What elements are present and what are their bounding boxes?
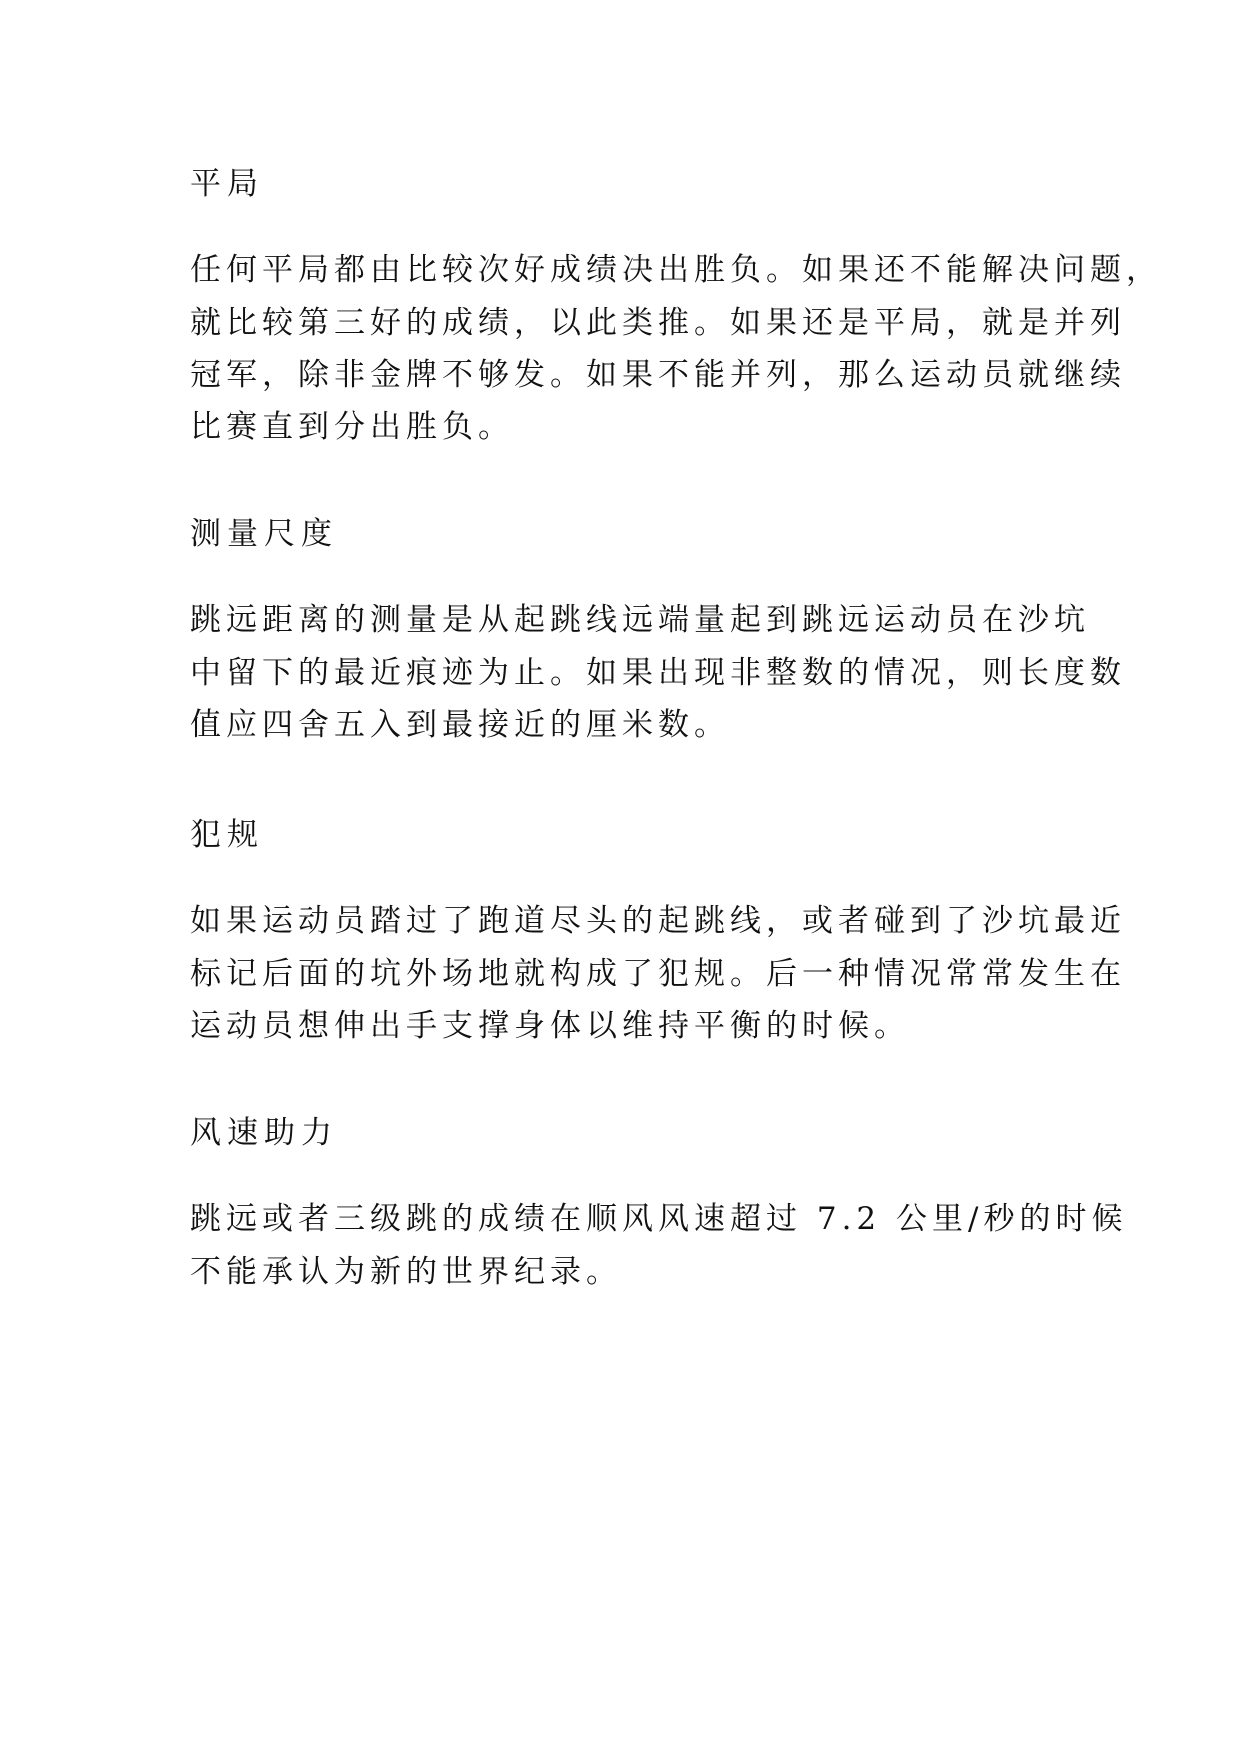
- paragraph-line: 比赛直到分出胜负。: [190, 409, 514, 445]
- paragraph-line: 跳远或者三级跳的成绩在顺风风速超过 7.2 公里/秒的时候: [190, 1201, 1128, 1237]
- paragraph-line: 标记后面的坑外场地就构成了犯规。后一种情况常常发生在: [190, 956, 1126, 992]
- paragraph-line: 不能承认为新的世界纪录。: [190, 1254, 622, 1290]
- section-heading-measurement: 测量尺度: [190, 516, 338, 552]
- paragraph-line: 任何平局都由比较次好成绩决出胜负。如果还不能解决问题，: [190, 252, 1162, 288]
- paragraph-line: 跳远距离的测量是从起跳线远端量起到跳远运动员在沙坑: [190, 602, 1090, 638]
- paragraph-line: 如果运动员踏过了跑道尽头的起跳线，或者碰到了沙坑最近: [190, 903, 1126, 939]
- section-heading-wind-assistance: 风速助力: [190, 1115, 338, 1151]
- paragraph-line: 就比较第三好的成绩，以此类推。如果还是平局，就是并列: [190, 305, 1126, 341]
- paragraph-line: 中留下的最近痕迹为止。如果出现非整数的情况，则长度数: [190, 655, 1126, 691]
- paragraph-line: 值应四舍五入到最接近的厘米数。: [190, 707, 730, 743]
- section-heading-tie: 平局: [190, 166, 264, 202]
- paragraph-line: 冠军，除非金牌不够发。如果不能并列，那么运动员就继续: [190, 357, 1126, 393]
- section-heading-foul: 犯规: [190, 817, 264, 853]
- paragraph-line: 运动员想伸出手支撑身体以维持平衡的时候。: [190, 1008, 910, 1044]
